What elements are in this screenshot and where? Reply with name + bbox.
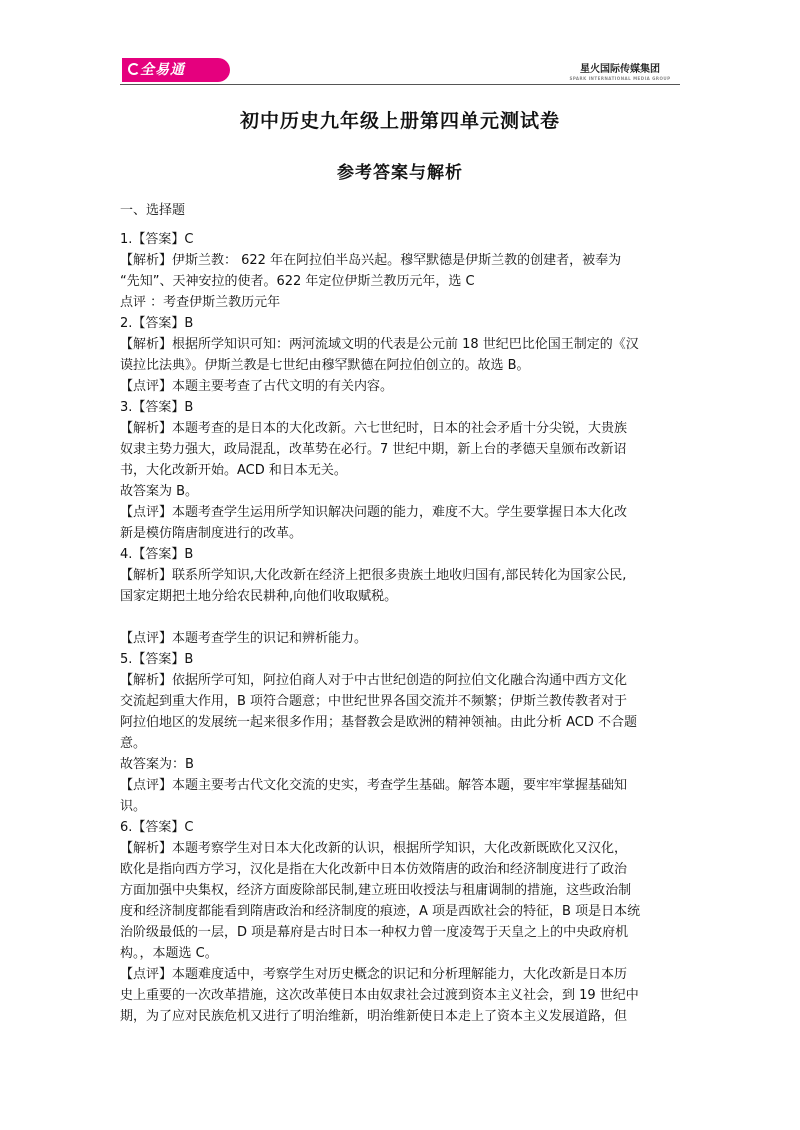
logo-text: 全易通	[140, 62, 185, 78]
body-line: 【解析】本题考查的是日本的大化改新。六七世纪时，日本的社会矛盾十分尖锐，大贵族	[120, 421, 628, 436]
body-line: 史上重要的一次改革措施，这次改革使日本由奴隶社会过渡到资本主义社会，到 19 世纪中	[120, 988, 639, 1003]
body-line: 【点评】本题主要考查了古代文明的有关内容。	[120, 379, 394, 394]
body-line: 【解析】伊斯兰教： 622 年在阿拉伯半岛兴起。穆罕默德是伊斯兰教的创建者，被奉为	[120, 253, 622, 268]
body-line: 意。	[120, 736, 147, 751]
logo-mark-icon	[128, 63, 140, 75]
body-line: 【点评】本题考查学生运用所学知识解决问题的能力，难度不大。学生要掌握日本大化改	[120, 505, 628, 520]
body-line: 识。	[120, 799, 147, 814]
body-line: 4.【答案】B	[120, 547, 194, 562]
brand-name: 星火国际传媒集团	[580, 64, 660, 75]
body-line: 6.【答案】C	[120, 820, 194, 835]
body-line: 【解析】依据所学可知，阿拉伯商人对于中古世纪创造的阿拉伯文化融合沟通中西方文化	[120, 673, 628, 688]
body-line: 故答案为：B	[120, 757, 194, 772]
body-line: 方面加强中央集权，经济方面废除部民制,建立班田收授法与租庸调制的措施，这些政治制	[120, 883, 632, 898]
body-line: 书，大化改新开始。ACD 和日本无关。	[120, 463, 347, 478]
answer-body	[120, 200, 680, 1027]
document-title: 初中历史九年级上册第四单元测试卷	[239, 110, 560, 132]
brand-block	[560, 60, 680, 81]
body-line: 【点评】本题难度适中，考察学生对历史概念的识记和分析理解能力，大化改新是日本历	[120, 967, 628, 982]
logo	[122, 58, 230, 82]
body-line: 【解析】联系所学知识,大化改新在经济上把很多贵族土地收归国有,部民转化为国家公民,	[120, 568, 627, 583]
body-line: 国家定期把土地分给农民耕种,向他们收取赋税。	[120, 589, 398, 604]
body-line: 【点评】本题主要考古代文化交流的史实，考查学生基础。解答本题，要牢牢掌握基础知	[120, 778, 628, 793]
body-line: 3.【答案】B	[120, 400, 194, 415]
body-line: 奴隶主势力强大，政局混乱，改革势在必行。7 世纪中期，新上台的孝德天皇颁布改新诏	[120, 442, 627, 457]
document-subtitle: 参考答案与解析	[337, 163, 463, 183]
header-divider	[120, 84, 680, 85]
body-line: 故答案为 B。	[120, 484, 199, 499]
page-header	[0, 0, 800, 90]
body-line: 【解析】本题考察学生对日本大化改新的认识，根据所学知识，大化改新既欧化又汉化，	[120, 841, 628, 856]
body-line: “先知”、天神安拉的使者。622 年定位伊斯兰教历元年，选 C	[120, 274, 475, 289]
body-line: 治阶级最低的一层，D 项是幕府是古时日本一种权力曾一度凌驾于天皇之上的中央政府机	[120, 925, 629, 940]
blank-line	[120, 607, 680, 628]
body-line: 1.【答案】C	[120, 232, 194, 247]
brand-tagline: SPARK INTERNATIONAL MEDIA GROUP	[569, 76, 671, 81]
body-line: 2.【答案】B	[120, 316, 194, 331]
body-line: 谟拉比法典》。伊斯兰教是七世纪由穆罕默德在阿拉伯创立的。故选 B。	[120, 358, 530, 373]
body-line: 新是模仿隋唐制度进行的改革。	[120, 526, 303, 541]
body-line: 度和经济制度都能看到隋唐政治和经济制度的痕迹，A 项是西欧社会的特征，B 项是日本统	[120, 904, 641, 919]
body-line: 点评 ：考查伊斯兰教历元年	[120, 295, 281, 310]
body-line: 交流起到重大作用，B 项符合题意；中世纪世界各国交流并不频繁；伊斯兰教传教者对于	[120, 694, 628, 709]
section-heading: 一、选择题	[120, 203, 186, 218]
body-line: 构。，本题选 C。	[120, 946, 218, 961]
body-line: 期，为了应对民族危机又进行了明治维新，明治维新使日本走上了资本主义发展道路，但	[120, 1009, 628, 1024]
body-line: 5.【答案】B	[120, 652, 194, 667]
body-line: 【点评】本题考查学生的识记和辨析能力。	[120, 631, 368, 646]
body-line: 【解析】根据所学知识可知：两河流域文明的代表是公元前 18 世纪巴比伦国王制定的《汉	[120, 337, 639, 352]
body-line: 阿拉伯地区的发展统一起来很多作用；基督教会是欧洲的精神领袖。由此分析 ACD 不合题	[120, 715, 638, 730]
body-line: 欧化是指向西方学习，汉化是指在大化改新中日本仿效隋唐的政治和经济制度进行了政治	[120, 862, 628, 877]
